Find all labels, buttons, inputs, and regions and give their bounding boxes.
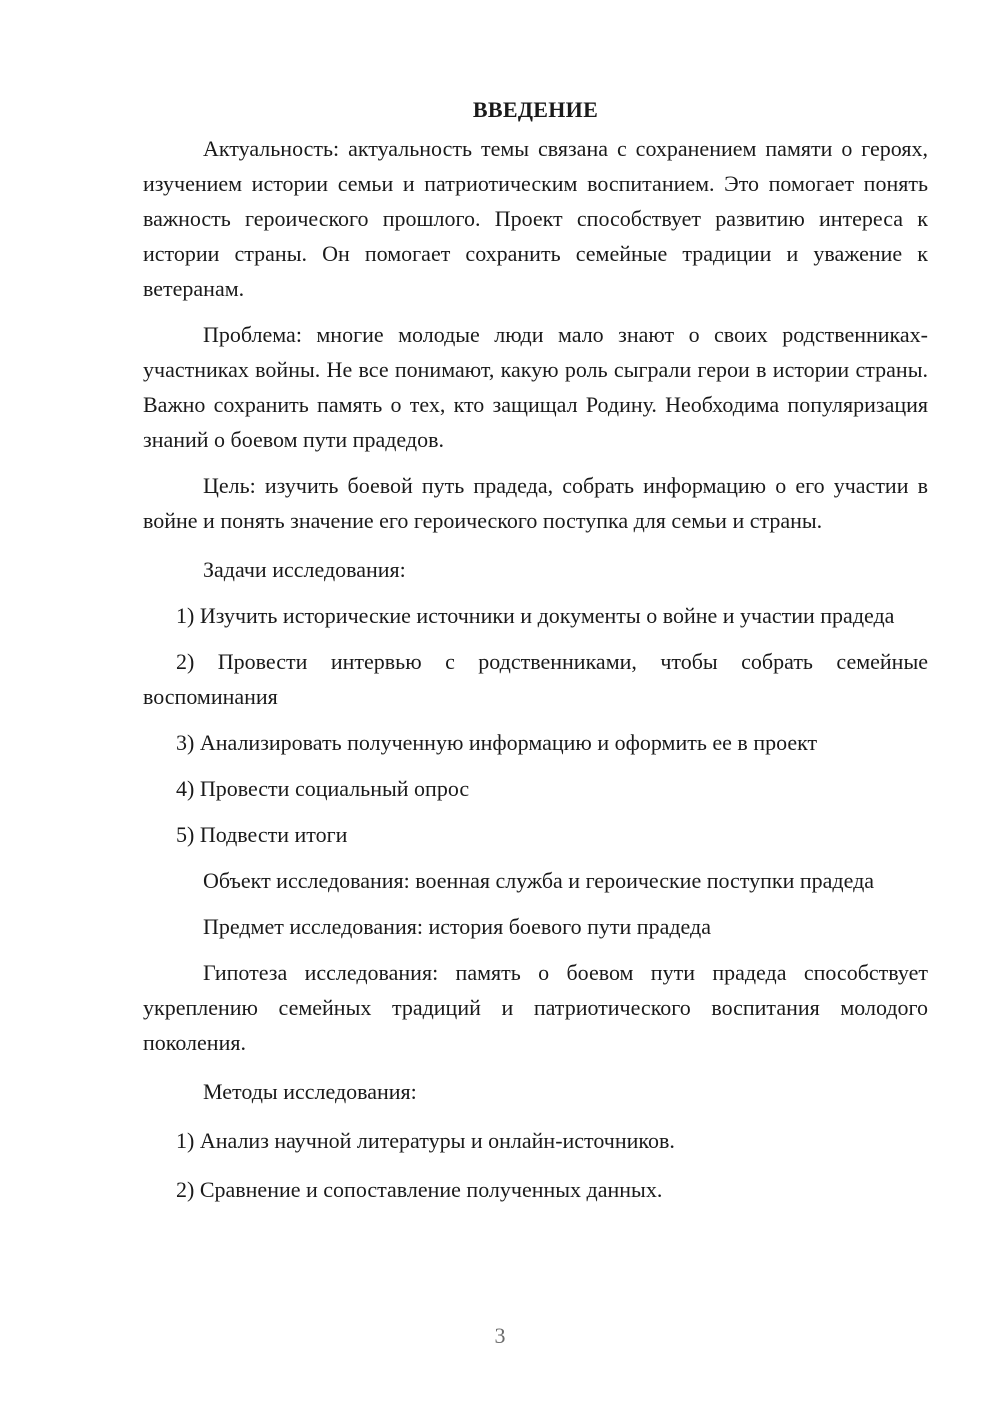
hypothesis-paragraph: Гипотеза исследования: память о боевом пути прадеда способствует укреплению семейных традиций и патриотического воспитания молодого поколения. [143,960,928,1055]
page-number: 3 [494,1323,506,1348]
method-item: 2) Сравнение и сопоставление полученных данных. [176,1177,663,1202]
object-paragraph: Объект исследования: военная служба и героические поступки прадеда [203,868,875,893]
methods-heading: Методы исследования: [203,1079,417,1104]
task-item: 4) Провести социальный опрос [176,776,470,801]
tasks-heading: Задачи исследования: [203,557,406,582]
subject-paragraph: Предмет исследования: история боевого пути прадеда [203,914,711,939]
document-page [143,92,928,1207]
task-item: 3) Анализировать полученную информацию и оформить ее в проект [176,730,818,755]
task-item: 2) Провести интервью с родственниками, чтобы собрать семейные воспоминания [143,649,928,709]
problem-paragraph: Проблема: многие молодые люди мало знают о своих родственниках-участниках войны. Не все понимают, какую роль сыграли герои в истории страны. Важно сохранить память о тех, кто защищал Родину. Необходима популяризация знаний о боевом пути прадедов. [143,322,928,452]
goal-paragraph: Цель: изучить боевой путь прадеда, собрать информацию о его участии в войне и понять значение его героического поступка для семьи и страны. [143,473,928,533]
method-item: 1) Анализ научной литературы и онлайн-источников. [176,1128,675,1153]
task-item: 5) Подвести итоги [176,822,348,847]
section-title: ВВЕДЕНИЕ [472,97,599,122]
task-item: 1) Изучить исторические источники и документы о войне и участии прадеда [176,603,895,628]
relevance-paragraph: Актуальность: актуальность темы связана с сохранением памяти о героях, изучением истории семьи и патриотическим воспитанием. Это помогает понять важность героического прошлого. Проект способствует развитию интереса к истории страны. Он помогает сохранить семейные традиции и уважение к ветеранам. [143,136,928,301]
